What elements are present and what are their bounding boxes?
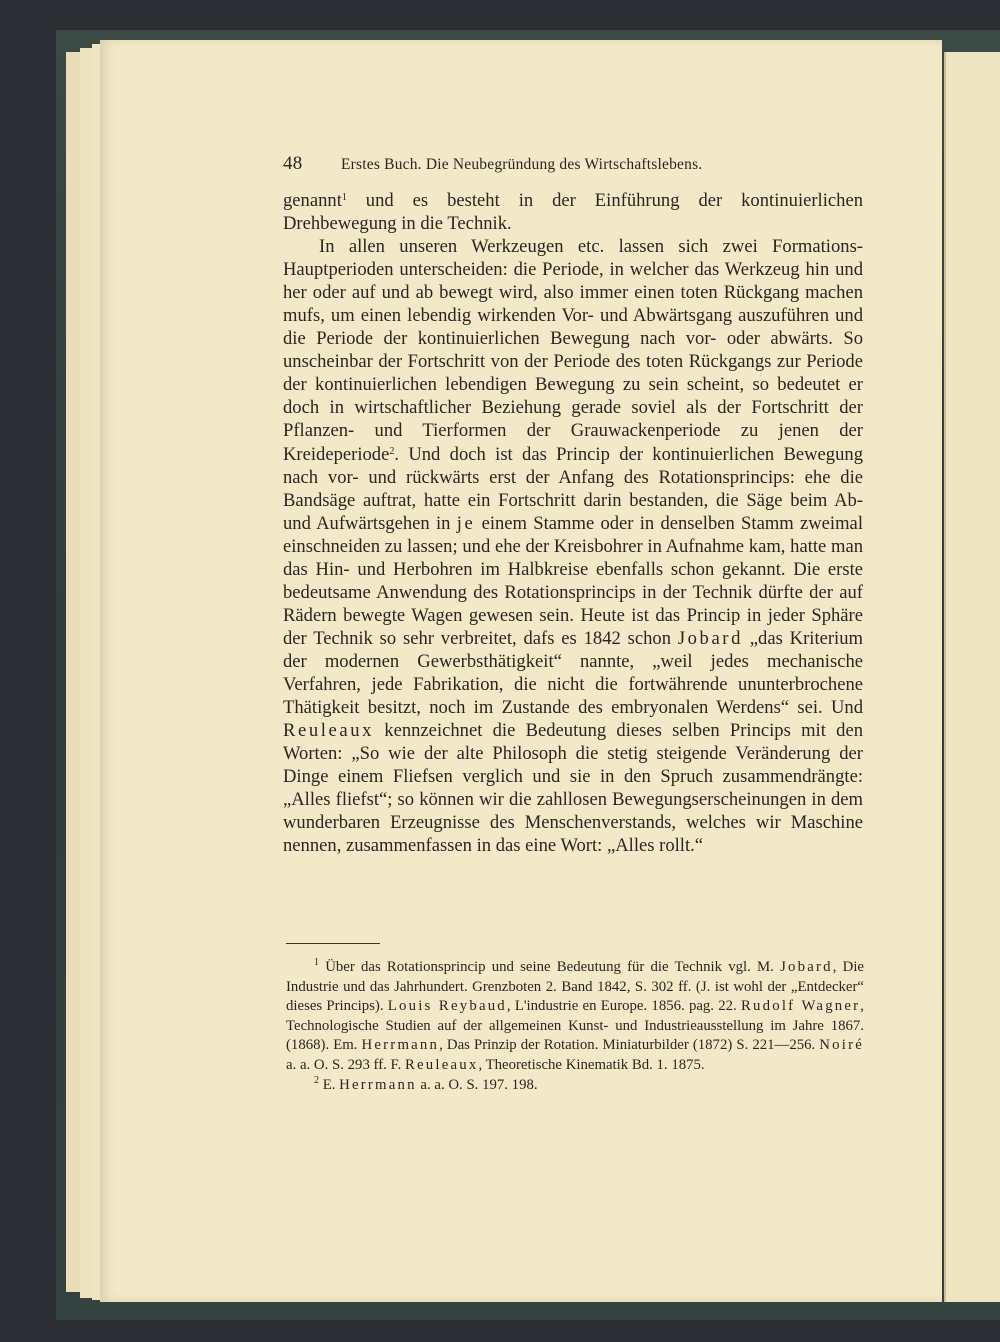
footnote-divider: [286, 943, 380, 944]
text-run: a. a. O. S. 197. 198.: [416, 1076, 538, 1093]
facing-page-edge: [944, 52, 1000, 1302]
spaced-name: Noiré: [819, 1037, 864, 1054]
running-head-title: Erstes Buch. Die Neubegründung des Wirtschaftslebens.: [341, 156, 703, 173]
text-run: In allen unseren Werkzeugen etc. lassen sich zwei Formations-Hauptperioden unterscheiden: die Periode, in welcher das Werkzeug hin und her oder auf und ab bewegt wird, also immer einen toten Rückgang machen mufs, um einen lebendig wirkenden Vor- und Abwärtsgang auszuführen und die Periode der kontinuierlichen Bewegung nach vor- oder abwärts. So unscheinbar der Fortschritt von der Periode des toten Rückgangs zur Periode der kontinuierlichen lebendigen Bewegung zu sein scheint, so bedeutet er doch in wirtschaftlicher Beziehung gerade soviel als der Fortschritt der Pflanzen- und Tierformen der Grauwackenperiode zu jenen der Kreideperiode: [283, 236, 863, 465]
page-number: 48: [283, 153, 303, 174]
text-run: , L'industrie en Europe. 1856. pag. 22.: [506, 998, 741, 1015]
spaced-name: Jobard: [780, 959, 833, 975]
text-run: und es besteht in der Einführung der kontinuierlichen Drehbewegung in die Technik.: [283, 190, 863, 235]
paragraph: [283, 189, 863, 235]
footnotes: [286, 958, 864, 1095]
text-run: E.: [319, 1076, 340, 1093]
spaced-name: Herrmann: [361, 1037, 440, 1054]
footnote-ref-1: 1: [341, 192, 347, 203]
footnote-marker: 1: [314, 957, 319, 968]
footnote-2: [286, 1076, 864, 1096]
spaced-name: Rudolf Wagner: [740, 998, 861, 1015]
text-run: einem Stamme oder in denselben Stamm zweimal einschneiden zu lassen; und ehe der Kreisbohrer in Aufnahme kam, hatte man das Hin- und Herbohren im Halbkreise ebenfalls schon gekannt. Die erste bedeutsame Anwendung des Rotationsprincips in der Technik dürfte der auf Rädern bewegte Wagen gewesen sein. Heute ist das Princip in jeder Sphäre der Technik so sehr verbreitet, dafs es 1842 schon: [283, 512, 863, 649]
spaced-name: Reuleaux: [283, 720, 375, 742]
text-run: . Und doch ist das Princip der kontinuierlichen Bewegung nach vor- und rückwärts erst der Anfang des Rotationsprincips: ehe die Bandsäge auftrat, hatte ein Fortschritt darin bestanden, die Säge beim Ab- und Aufwärtsgehen in: [283, 443, 863, 534]
footnote-ref-2: 2: [389, 445, 395, 457]
spaced-emphasis: je: [456, 512, 476, 534]
spaced-name: Herrmann: [339, 1076, 417, 1093]
footnote-marker: 2: [314, 1074, 319, 1086]
text-run: Über das Rotationsprincip und seine Bedeutung für die Technik vgl. M.: [319, 959, 781, 975]
spaced-name: Louis Reybaud: [387, 998, 507, 1015]
text-run: , Das Prinzip der Rotation. Miniaturbilder (1872) S. 221—256.: [439, 1037, 820, 1054]
text-run: kennzeichnet die Bedeutung dieses selben Princips mit den Worten: „So wie der alte Philosoph die stetig steigende Veränderung der Dinge einem Fliefsen verglich und sie in den Spruch zusammendrängte: „Alles fliefst“; so können wir die zahllosen Bewegungserscheinungen in dem wunderbaren Erzeugnisse des Menschenverstands, welches wir Maschine nennen, zusammenfassen in das eine Wort: „Alles rollt.“: [283, 720, 863, 857]
text-run: „das Kriterium der modernen Gewerbsthätigkeit“ nannte, „weil jedes mechanische Verfahren, jede Fabrikation, die nicht die fortwährende ununterbrochene Thätigkeit besitzt, noch im Zustande des embryonalen Werdens“ sei. Und: [283, 627, 863, 719]
text-run: a. a. O. S. 293 ff. F.: [286, 1056, 405, 1073]
paragraph: [283, 235, 863, 857]
spaced-name: Reuleaux: [404, 1056, 479, 1073]
text-run: , Theoretische Kinematik Bd. 1. 1875.: [478, 1056, 705, 1073]
text-run: genannt: [283, 190, 342, 211]
footnote-1: [286, 958, 864, 1076]
spaced-name: Jobard: [677, 627, 743, 649]
text-run: , Technologische Studien auf der allgemeinen Kunst- und Industrieausstellung im Jahre 1867. (1868). Em.: [286, 998, 864, 1054]
running-head: [283, 153, 863, 175]
text-run: , Die Industrie und das Jahrhundert. Grenzboten 2. Band 1842, S. 302 ff. (J. ist wohl der „Entdecker“ dieses Princips).: [286, 959, 865, 1015]
body-text: [283, 189, 863, 857]
